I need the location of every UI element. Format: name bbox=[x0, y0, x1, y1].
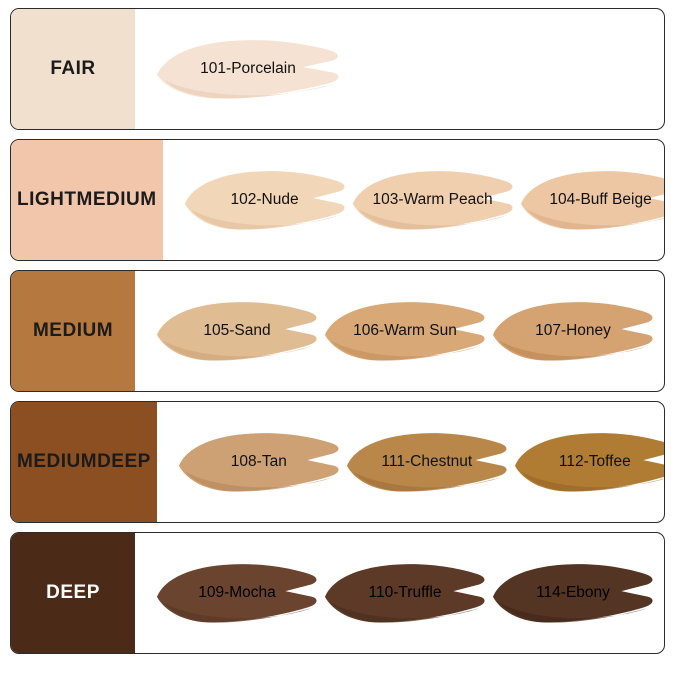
swatch-group-medium-deep bbox=[157, 402, 665, 522]
row-label-medium bbox=[11, 271, 135, 391]
swatch-101-porcelain bbox=[153, 31, 343, 107]
swatch-label: 108-Tan bbox=[230, 453, 287, 470]
swatch-114-ebony bbox=[489, 555, 657, 631]
swatch-label: 106-Warm Sun bbox=[353, 322, 457, 339]
shade-row-deep bbox=[10, 532, 665, 654]
swatch-104-buff-beige bbox=[517, 162, 665, 238]
row-label-fair bbox=[11, 9, 135, 129]
swatch-label: 103-Warm Peach bbox=[372, 191, 493, 208]
swatch-label: 102-Nude bbox=[230, 191, 299, 208]
swatch-110-truffle bbox=[321, 555, 489, 631]
swatch-102-nude bbox=[181, 162, 349, 238]
swatch-107-honey bbox=[489, 293, 657, 369]
swatch-103-warm-peach bbox=[349, 162, 517, 238]
swatch-smear-icon bbox=[153, 555, 321, 631]
swatch-label: 107-Honey bbox=[535, 322, 611, 339]
swatch-label: 110-Truffle bbox=[368, 584, 442, 601]
swatch-105-sand bbox=[153, 293, 321, 369]
swatch-smear-icon bbox=[511, 424, 665, 500]
swatch-smear-icon bbox=[489, 555, 657, 631]
swatch-smear-icon bbox=[343, 424, 511, 500]
swatch-group-fair bbox=[135, 9, 664, 129]
swatch-label: 101-Porcelain bbox=[200, 60, 296, 77]
swatch-111-chestnut bbox=[343, 424, 511, 500]
swatch-smear-icon bbox=[517, 162, 665, 238]
swatch-smear-icon bbox=[175, 424, 343, 500]
row-label-medium-deep bbox=[11, 402, 157, 522]
swatch-group-deep bbox=[135, 533, 664, 653]
row-label-text: DEEP bbox=[46, 581, 100, 603]
row-label-line2: MEDIUM bbox=[76, 188, 157, 210]
swatch-106-warm-sun bbox=[321, 293, 489, 369]
shade-row-fair bbox=[10, 8, 665, 130]
swatch-label: 111-Chestnut bbox=[381, 453, 473, 470]
swatch-smear-icon bbox=[321, 293, 489, 369]
row-label-line1: MEDIUM bbox=[17, 450, 98, 472]
row-label-text: FAIR bbox=[50, 57, 96, 79]
row-label-light-medium bbox=[11, 140, 163, 260]
swatch-smear-icon bbox=[181, 162, 349, 238]
swatch-group-medium bbox=[135, 271, 664, 391]
swatch-label: 105-Sand bbox=[203, 322, 271, 339]
shade-row-medium-deep bbox=[10, 401, 665, 523]
swatch-smear-icon bbox=[153, 31, 343, 107]
swatch-smear-icon bbox=[153, 293, 321, 369]
swatch-112-toffee bbox=[511, 424, 665, 500]
swatch-label: 104-Buff Beige bbox=[549, 191, 652, 208]
swatch-label: 114-Ebony bbox=[536, 584, 610, 601]
swatch-label: 112-Toffee bbox=[558, 453, 631, 470]
swatch-smear-icon bbox=[489, 293, 657, 369]
swatch-label: 109-Mocha bbox=[198, 584, 276, 601]
swatch-group-light-medium bbox=[163, 140, 665, 260]
swatch-109-mocha bbox=[153, 555, 321, 631]
shade-row-medium bbox=[10, 270, 665, 392]
row-label-text: MEDIUM bbox=[32, 319, 114, 341]
row-label-line2: DEEP bbox=[97, 450, 151, 472]
row-label-line1: LIGHT bbox=[17, 188, 77, 210]
swatch-108-tan bbox=[175, 424, 343, 500]
row-label-deep bbox=[11, 533, 135, 653]
swatch-smear-icon bbox=[349, 162, 517, 238]
shade-row-light-medium bbox=[10, 139, 665, 261]
swatch-smear-icon bbox=[321, 555, 489, 631]
